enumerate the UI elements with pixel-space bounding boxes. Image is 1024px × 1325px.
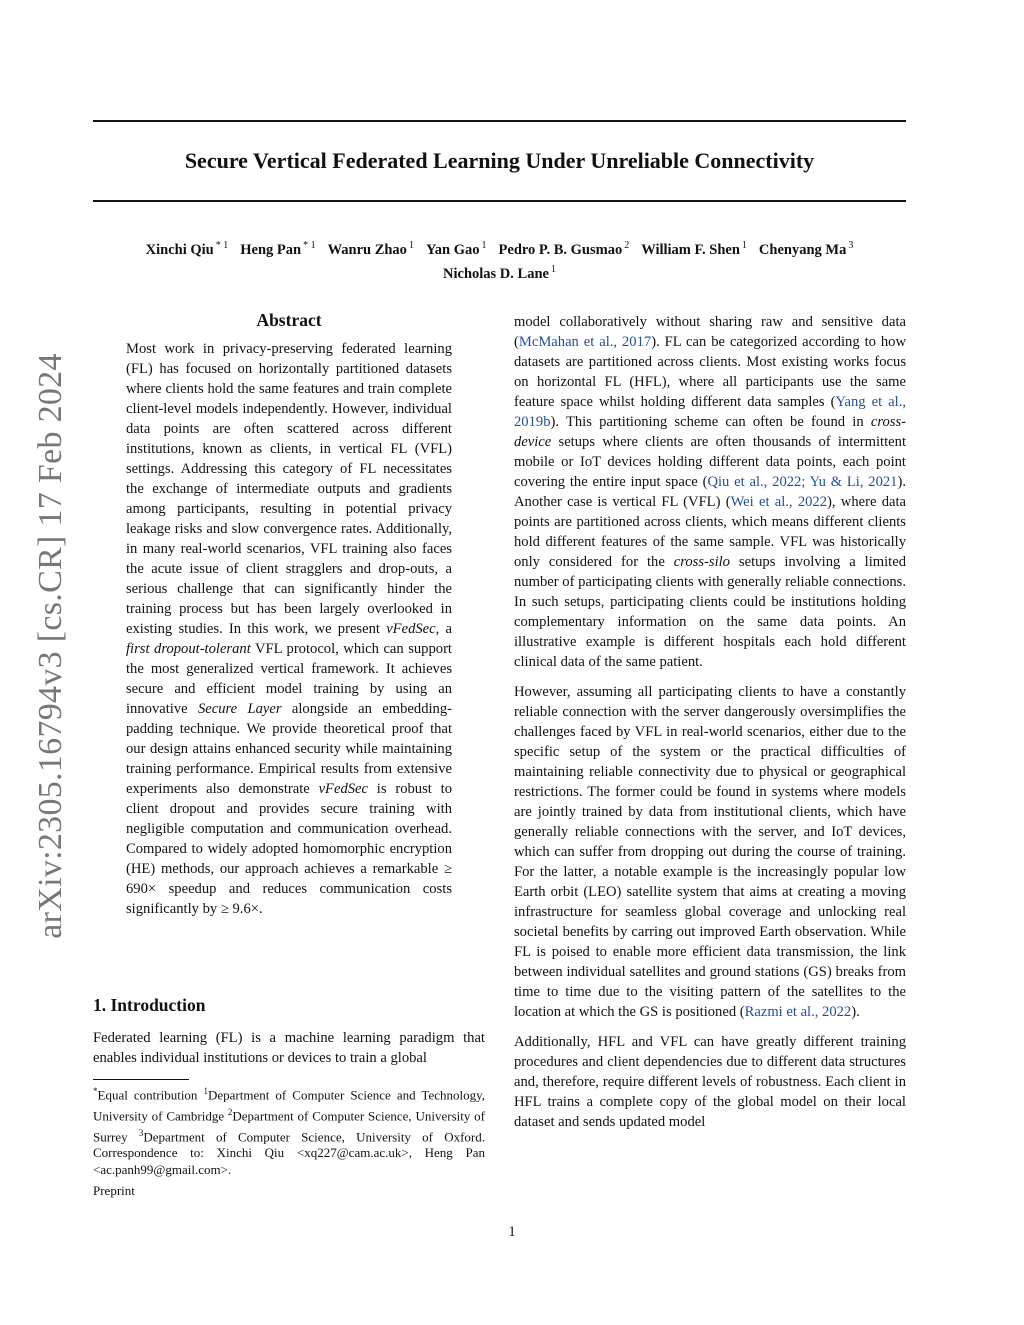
author: Nicholas D. Lane $^1$ — [443, 263, 556, 282]
author: William F. Shen $^1$ — [641, 240, 747, 258]
arxiv-side-stamp: arXiv:2305.16794v3 [cs.CR] 17 Feb 2024 — [32, 353, 69, 939]
paper-title: Secure Vertical Federated Learning Under Unreliable Connectivity — [184, 148, 815, 173]
title-top-rule — [93, 120, 906, 122]
right-column — [514, 312, 906, 1132]
preprint-label: Preprint — [93, 1183, 135, 1198]
footnote: *Equal contribution $^1$Department of Computer Science and Technology, University of Cambridge $^2$Department of Computer Science, University of Surrey $^3$Department of Computer Science, University of Oxford. Correspondence to: Xinchi Qiu <xq227@cam.ac.uk>, Heng Pan <ac.panh99@gmail.com>. — [93, 1086, 485, 1177]
citation-link[interactable]: McMahan et al., 2017 — [518, 334, 652, 350]
footnote-rule — [93, 1079, 189, 1080]
author: Pedro P. B. Gusmao $^2$ — [498, 240, 630, 258]
page-number: 1 — [508, 1224, 516, 1240]
author-list — [93, 236, 906, 284]
right-paragraph-3: Additionally, HFL and VFL can have greatly different training procedures and client dependencies due to different data structures and, therefore, require different levels of robustness. Each client in HFL trains a complete copy of the global model on their local dataset and sends updated model — [514, 1034, 906, 1130]
citation-link[interactable]: Qiu et al., 2022; Yu & Li, 2021 — [707, 474, 898, 490]
section-heading-introduction: 1. Introduction — [93, 995, 206, 1015]
citation-link[interactable]: Yang et al., 2019b — [514, 394, 906, 430]
author: Xinchi Qiu $^{* 1}$ — [145, 240, 229, 258]
intro-paragraph: Federated learning (FL) is a machine learning paradigm that enables individual institutions or devices to train a global — [93, 1030, 485, 1066]
abstract-body — [126, 339, 452, 919]
right-paragraph-1: model collaboratively without sharing raw and sensitive data (McMahan et al., 2017). FL can be categorized according to how datasets are partitioned across clients. Most existing works focus on horizontal FL (HFL), where all participants use the same feature space whilst holding different data samples (Yang et al., 2019b). This partitioning scheme can often be found in cross-device setups where clients are often thousands of intermittent mobile or IoT devices holding different data points, each point covering the entire input space (Qiu et al., 2022; Yu & Li, 2021). Another case is vertical FL (VFL) (Wei et al., 2022), where data points are partitioned across clients, which means different clients hold different features of the same sample. VFL was historically only considered for the cross-silo setups involving a limited number of participating clients with generally reliable connections. In such setups, participating clients could be institutions holding complementary information on the same data points. An illustrative example is different hospitals each hold different clinical data of the same patient. — [514, 314, 907, 670]
author: Yan Gao $^1$ — [425, 240, 487, 258]
intro-body — [93, 1028, 485, 1068]
right-paragraph-2: However, assuming all participating clients to have a constantly reliable connection with the server dangerously oversimplifies the challenges faced by VFL in real-world scenarios, either due to the specific setup of the system or the practical difficulties of maintaining reliable connectivity due to physical or geographical restrictions. The former could be found in systems where models are jointly trained by data from institutional clients, which have generally reliable connections with the server, and IoT devices, which can suffer from dropping out during the course of training. For the latter, a notable example is the increasingly popular low Earth orbit (LEO) satellite system that aims at creating a moving infrastructure for seamless global coverage and unlocking real societal benefits by carring out improved Earth observation. While FL is poised to enable more efficient data transmission, the link between individual satellites and ground stations (GS) breaks from time to time due to the visiting pattern of the satellites to the location at which the GS is positioned (Razmi et al., 2022). — [514, 684, 906, 1020]
author: Heng Pan $^{* 1}$ — [240, 240, 316, 258]
author: Chenyang Ma $^3$ — [758, 240, 854, 258]
author: Wanru Zhao $^1$ — [327, 240, 414, 258]
title-bottom-rule — [93, 200, 906, 202]
abstract-paragraph: Most work in privacy-preserving federated learning (FL) has focused on horizontally partitioned datasets where clients hold the same features and train complete client-level models independently. However, individual data points are often scattered across different institutions, known as clients, in vertical FL (VFL) settings. Addressing this category of FL necessitates the exchange of intermediate outputs and gradients among participants, resulting in potential privacy leakage risks and slow convergence rates. Additionally, in many real-world scenarios, VFL training also faces the acute issue of client stragglers and drop-outs, a serious challenge that can significantly hinder the training process but has been largely overlooked in existing studies. In this work, we present vFedSec, a first dropout-tolerant VFL protocol, which can support the most generalized vertical framework. It achieves secure and efficient model training by using an innovative Secure Layer alongside an embedding-padding technique. We provide theoretical proof that our design attains enhanced security while maintaining training performance. Empirical results from extensive experiments also demonstrate vFedSec is robust to client dropout and provides secure training with negligible computation and communication overhead. Compared to widely adopted homomorphic encryption (HE) methods, our approach achieves a remarkable ≥ 690× speedup and reduces communication costs significantly by ≥ 9.6×. — [126, 341, 453, 917]
citation-link[interactable]: Wei et al., 2022 — [730, 494, 828, 510]
abstract-heading: Abstract — [256, 310, 322, 330]
citation-link[interactable]: Razmi et al., 2022 — [744, 1004, 852, 1020]
